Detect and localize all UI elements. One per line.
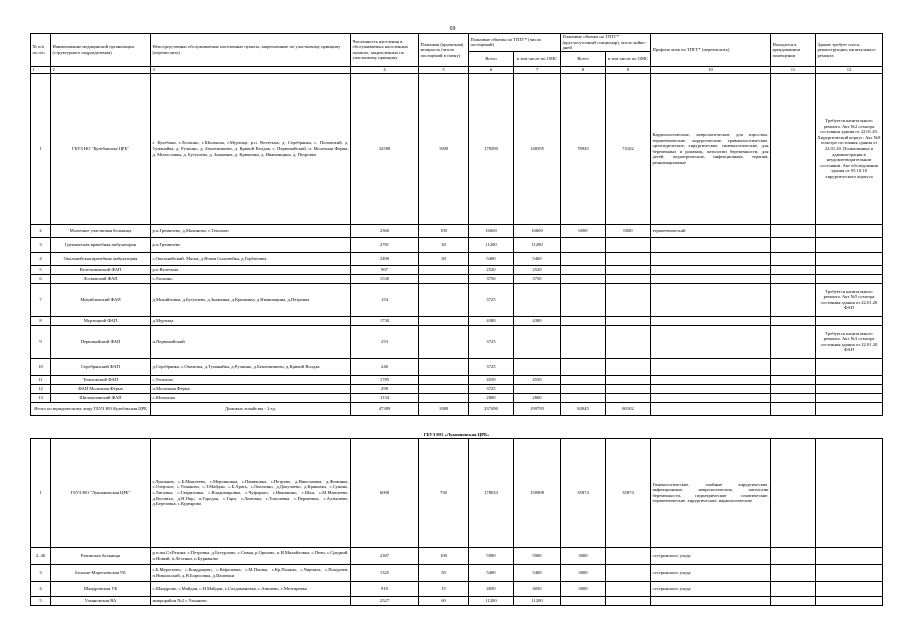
cell-repair	[816, 274, 883, 283]
cell-org: Велетьминский ФАП	[51, 265, 151, 274]
cell-org: Мурзицкий ФАП	[51, 316, 151, 325]
cell-beddays-oms	[606, 283, 651, 316]
cell-capacity: 30	[419, 252, 469, 265]
cell-beddays-total: 3000	[561, 564, 606, 581]
cell-repair: Требуется капитального ремонта. Акт №3 осмотра состояния здания от 22.01.20 ФАП	[816, 325, 883, 358]
cell-places: с.Тешлово	[151, 375, 351, 384]
header-visits: Плановые объемы по ТПГГ* (число посещений)	[469, 34, 561, 52]
col-index: 11	[771, 66, 816, 73]
cell-capacity: 100	[419, 547, 469, 564]
cell-population: 298	[351, 384, 419, 393]
cell-beddays-total	[561, 375, 606, 384]
cell-rented	[771, 596, 816, 605]
cell-beddays-oms	[606, 265, 651, 274]
header-population: Численность населения в обслуживаемых населенных пунктах, закрепленных по участковому принципу	[351, 34, 419, 67]
cell-number: 2	[31, 224, 51, 237]
cell-population: 1530	[351, 274, 419, 283]
cell-beddays-total	[561, 384, 606, 393]
cell-org: Михайловский ФАП	[51, 283, 151, 316]
cell-visits-oms: 11200	[514, 237, 561, 252]
cell-rented	[771, 438, 816, 547]
cell-repair	[816, 224, 883, 237]
cell-beddays-oms	[606, 325, 651, 358]
cell-profile	[651, 393, 771, 402]
col-index: 5	[419, 66, 469, 73]
cell-beddays-total: 3000	[561, 547, 606, 564]
cell-visits-oms: 5400	[514, 252, 561, 265]
cell-visits-oms: 4050	[514, 581, 561, 596]
cell-rented	[771, 265, 816, 274]
col-index: 8	[561, 66, 606, 73]
cell-rented	[771, 384, 816, 393]
total-name: Итого по юридическому лицу ГБУЗ НО Кулебакская ЦРБ	[31, 402, 151, 415]
cell-capacity	[419, 384, 469, 393]
cell-visits-total: 16600	[469, 224, 514, 237]
cell-beddays-total	[561, 325, 606, 358]
cell-rented	[771, 274, 816, 283]
cell-beddays-total	[561, 252, 606, 265]
cell-repair	[816, 316, 883, 325]
section-title: ГБУЗ НО «Лукояновская ЦРБ»	[31, 415, 883, 438]
table-row	[31, 224, 883, 237]
cell-beddays-oms	[606, 237, 651, 252]
table-row	[31, 393, 883, 402]
cell-repair: Требуется капитального ремонта. Акт №5 осмотра состояния здания от 22.01.20 ФАП	[816, 283, 883, 316]
cell-rented	[771, 73, 816, 224]
cell-visits-total: 3750	[469, 274, 514, 283]
cell-population: 2490	[351, 252, 419, 265]
total-places: Домовых хозяйства - 2 ед.	[151, 402, 351, 415]
cell-visits-oms	[514, 358, 561, 375]
cell-capacity	[419, 316, 469, 325]
cell-repair	[816, 547, 883, 564]
cell-beddays-total	[561, 316, 606, 325]
header-profile: Профиль коек по ТПГГ* (перечислить)	[651, 34, 771, 67]
cell-rented	[771, 252, 816, 265]
cell-repair	[816, 393, 883, 402]
cell-org: ФАП Молочная Ферма	[51, 384, 151, 393]
cell-beddays-oms: 35874	[606, 438, 651, 547]
cell-visits-total: 5400	[469, 252, 514, 265]
cell-visits-total: 3725	[469, 283, 514, 316]
cell-visits-oms: 16600	[514, 224, 561, 237]
cell-rented	[771, 325, 816, 358]
table-row	[31, 358, 883, 375]
cell-rented	[771, 564, 816, 581]
cell-capacity	[419, 393, 469, 402]
table-row	[31, 265, 883, 274]
cell-population: 2527	[351, 596, 419, 605]
header-number: № п/п по п/п	[31, 34, 51, 67]
cell-places: п.Первомайский	[151, 325, 351, 358]
cell-number: 1	[31, 73, 51, 224]
cell-profile: сестринского ухода	[651, 547, 771, 564]
cell-profile	[651, 358, 771, 375]
cell-org: Молочное участковая больница	[51, 224, 151, 237]
table-row	[31, 274, 883, 283]
cell-beddays-oms	[606, 358, 651, 375]
cell-population: 2360	[351, 224, 419, 237]
cell-places: р.п.им.Ст.Разина, с.Петровка, д.Бутурлово, с.Сивая, р.Оршово, п.И.Михайловка, с.Печи, с.Средний, п.Новый, п.Лесенки, п.Бурнаково	[151, 547, 351, 564]
cell-beddays-total	[561, 283, 606, 316]
cell-org: ГБУЗ НО "Кулебакская ЦРБ"	[51, 73, 151, 224]
cell-number: 11	[31, 375, 51, 384]
cell-visits-total: 11200	[469, 237, 514, 252]
cell-visits-total: 5900	[469, 547, 514, 564]
total-beddays: 84945	[561, 402, 606, 415]
cell-places: с.Шандрово, с.Майдан, с.Н.Майдан, с.Салдамановка, с.Атяшево, с.Мезгиревка	[151, 581, 351, 596]
cell-repair	[816, 252, 883, 265]
cell-population: 967	[351, 265, 419, 274]
cell-places: р.п.Гремячево	[151, 237, 351, 252]
table-row	[31, 564, 883, 581]
col-index: 9	[606, 66, 651, 73]
cell-repair	[816, 438, 883, 547]
cell-profile: сестринского ухода	[651, 564, 771, 581]
cell-beddays-total	[561, 265, 606, 274]
cell-visits-total: 2520	[469, 265, 514, 274]
cell-beddays-oms	[606, 316, 651, 325]
table-row	[31, 438, 883, 547]
cell-profile	[651, 384, 771, 393]
cell-places: п.Молочная Ферма	[151, 384, 351, 393]
cell-profile	[651, 316, 771, 325]
cell-profile	[651, 375, 771, 384]
sub-total-visits: Всего	[469, 51, 514, 66]
col-index: 3	[151, 66, 351, 73]
cell-org: Больше-Маресьевская УБ	[51, 564, 151, 581]
cell-beddays-oms	[606, 274, 651, 283]
cell-org: Ульяновская ВА	[51, 596, 151, 605]
facilities-table	[30, 33, 883, 606]
table-row	[31, 316, 883, 325]
cell-org: Разинская больница	[51, 547, 151, 564]
sub-total-beddays: Всего	[561, 51, 606, 66]
cell-number: 7	[31, 283, 51, 316]
cell-beddays-total	[561, 237, 606, 252]
cell-beddays-total	[561, 274, 606, 283]
cell-number: 6	[31, 274, 51, 283]
cell-rented	[771, 581, 816, 596]
cell-beddays-oms	[606, 393, 651, 402]
cell-capacity: 750	[419, 438, 469, 547]
total-capacity: 1080	[419, 402, 469, 415]
cell-capacity	[419, 274, 469, 283]
cell-repair	[816, 358, 883, 375]
table-row	[31, 581, 883, 596]
cell-population: 1134	[351, 393, 419, 402]
cell-org: Гремяческая врачебная амбулатория	[51, 237, 151, 252]
cell-places: с.Окольнейский, Маска, д.Новая Силомейка, д.Горбатовка	[151, 252, 351, 265]
cell-beddays-oms	[606, 564, 651, 581]
cell-capacity: 1000	[419, 73, 469, 224]
cell-org: Тешловский ФАП	[51, 375, 151, 384]
total-empty	[816, 402, 883, 415]
cell-places: микрорайон №2 с.Ульяново	[151, 596, 351, 605]
cell-rented	[771, 358, 816, 375]
total-empty	[771, 402, 816, 415]
cell-places: с.Шилокша	[151, 393, 351, 402]
cell-beddays-total: 35874	[561, 438, 606, 547]
cell-number: 4	[31, 581, 51, 596]
col-index: 2	[51, 66, 151, 73]
cell-number: 5	[31, 596, 51, 605]
cell-visits-total: 4050	[469, 581, 514, 596]
cell-number: 9	[31, 325, 51, 358]
cell-repair	[816, 375, 883, 384]
cell-profile	[651, 274, 771, 283]
cell-visits-oms: 2520	[514, 265, 561, 274]
total-row	[31, 402, 883, 415]
cell-number: 12	[31, 384, 51, 393]
cell-capacity	[419, 265, 469, 274]
cell-repair: Требуется капитального ремонта. Акт №2 осмотра состояния здания от 22.01.20. Хирургический корпус: Акт №8 осмотра состояния здания от 22.01.20. Поликлиника и администрация в неудовлетворительном состоянии. Акт обследования здания от 05.10.18 хирургического корпуса	[816, 73, 883, 224]
cell-profile: сестринского ухода	[651, 581, 771, 596]
cell-capacity: 15	[419, 581, 469, 596]
cell-visits-oms: 5900	[514, 547, 561, 564]
cell-visits-oms: 5400	[514, 564, 561, 581]
cell-repair	[816, 581, 883, 596]
cell-repair	[816, 596, 883, 605]
cell-beddays-total	[561, 358, 606, 375]
header-row	[31, 34, 883, 52]
cell-beddays-total	[561, 393, 606, 402]
table-row	[31, 237, 883, 252]
cell-org: ГБУЗ НО "Лукояновская ЦРБ"	[51, 438, 151, 547]
table-row	[31, 325, 883, 358]
cell-profile	[651, 252, 771, 265]
cell-org: Серебрянский ФАП	[51, 358, 151, 375]
cell-visits-total: 4550	[469, 375, 514, 384]
header-repair: Здание требует сноса, реконструкции, капитального ремонта	[816, 34, 883, 67]
cell-number: 13	[31, 393, 51, 402]
cell-population: 246	[351, 358, 419, 375]
cell-population: 2781	[351, 237, 419, 252]
col-index: 12	[816, 66, 883, 73]
cell-visits-oms: 3750	[514, 274, 561, 283]
cell-visits-total: 2800	[469, 393, 514, 402]
cell-places: д.Мурзица	[151, 316, 351, 325]
cell-visits-oms: 4380	[514, 316, 561, 325]
cell-beddays-oms: 6000	[606, 224, 651, 237]
cell-capacity: 60	[419, 596, 469, 605]
cell-visits-total: 178390	[469, 73, 514, 224]
cell-org: Лосковский ФАП	[51, 274, 151, 283]
cell-places: г.Лукоянов, с.Б.Мамлеево, с.Мерлиновка, с.Паниковка, с.Петрово, д.Николаевка, д.Фоминка, с.Озерское, с.Ульяново, с.Т.Майдан, с.Б.Арать, с.Лопатино, д.Докучаево, д.Кряковка, с.Сукино, с.Липовка, с.Гавриловка, с.Владимировка, с.Чуфарово, с.Ивашкино, с.Шан, с.М.Мамлеево, д.Волчиха, д.Н.Пир, п.Городок, с.Гари, с.Ломовка, с.Тополевка, с.Пермеевка, с.Алтышево, д.Березовка, с.Кудеярово	[151, 438, 351, 547]
cell-rented	[771, 237, 816, 252]
cell-population: 154	[351, 283, 419, 316]
cell-beddays-total: 78945	[561, 73, 606, 224]
cell-beddays-oms: 74102	[606, 73, 651, 224]
col-index: 10	[651, 66, 771, 73]
cell-repair	[816, 265, 883, 274]
cell-number: 2, 40	[31, 547, 51, 564]
cell-number: 1	[31, 438, 51, 547]
cell-rented	[771, 224, 816, 237]
header-rented: Находится в арендованном помещении	[771, 34, 816, 67]
total-beddays-oms: 80102	[606, 402, 651, 415]
header-beddays: Плановые объемы по ТПГГ* (круглосуточный стационар), число койко-дней	[561, 34, 651, 52]
cell-profile: терапевтический	[651, 224, 771, 237]
sub-oms-beddays: в том числе по ОМС	[606, 51, 651, 66]
cell-number: 3	[31, 564, 51, 581]
cell-profile: Гинекологические, гнойные хирургические, инфекционные, неврологические, патологии беременности, педиатрические соматические, терапевтические, хирургические, наркологические	[651, 438, 771, 547]
cell-capacity: 30	[419, 237, 469, 252]
cell-visits-oms	[514, 325, 561, 358]
cell-rented	[771, 375, 816, 384]
cell-beddays-total	[561, 596, 606, 605]
section-header-row	[31, 415, 883, 438]
cell-rented	[771, 393, 816, 402]
cell-population: 1730	[351, 316, 419, 325]
cell-profile: Кардиологические, неврологические для взрослых, терапевтические, хирургические, травматологические, ортопедические, хирургические, гинекологические, для беременных и рожениц, патологии беременности, для детей, педиатрические, инфекционные, терапия, реанимационные	[651, 73, 771, 224]
cell-rented	[771, 316, 816, 325]
cell-visits-total: 3725	[469, 325, 514, 358]
total-visits-oms: 199795	[514, 402, 561, 415]
cell-places: с.Б.Маресьево, с.Кондрацево, с.Кефаловка, с.М.Пошка, с.Кр.Поляна, с.Чирчиха, с.Покурлеи, п.Никольский, д.Н.Борисовка, д.Пашенки	[151, 564, 351, 581]
cell-repair	[816, 384, 883, 393]
cell-population: 910	[351, 581, 419, 596]
cell-population: 1785	[351, 375, 419, 384]
table-row	[31, 73, 883, 224]
cell-number: 5	[31, 265, 51, 274]
cell-visits-oms: 148395	[514, 73, 561, 224]
col-index: 1	[31, 66, 51, 73]
cell-visits-oms: 2800	[514, 393, 561, 402]
total-visits: 237490	[469, 402, 514, 415]
cell-number: 3	[31, 237, 51, 252]
cell-rented	[771, 283, 816, 316]
cell-visits-oms	[514, 283, 561, 316]
cell-profile	[651, 237, 771, 252]
cell-places: г. Кулебаки, г.Лоскино, г.Шилокша, г.Мурзица, р.п. Велетьма, д. Серебрянка, с. Поповский, д. Туманайка, д. Ручкино, д. Беклемишево, д. Кривой Волдак, с. Первомайский, п. Молочная Ферма, д. Милославка, д. Бутушево, д. Знаменка, д. Крюковка, д. Ивановщина, д. Петровка	[151, 73, 351, 224]
col-index: 7	[514, 66, 561, 73]
cell-profile	[651, 283, 771, 316]
col-index: 4	[351, 66, 419, 73]
total-empty	[651, 402, 771, 415]
cell-repair	[816, 237, 883, 252]
cell-profile	[651, 596, 771, 605]
cell-population: 6008	[351, 438, 419, 547]
cell-number: 8	[31, 316, 51, 325]
cell-capacity	[419, 358, 469, 375]
cell-visits-oms	[514, 384, 561, 393]
table-row	[31, 375, 883, 384]
cell-repair	[816, 564, 883, 581]
cell-places: с.Лоскино	[151, 274, 351, 283]
cell-capacity: 50	[419, 564, 469, 581]
cell-beddays-oms	[606, 252, 651, 265]
cell-profile	[651, 325, 771, 358]
column-index-row	[31, 66, 883, 73]
table-row	[31, 252, 883, 265]
cell-org: Шилокшанский ФАП	[51, 393, 151, 402]
cell-capacity	[419, 283, 469, 316]
col-index: 6	[469, 66, 514, 73]
cell-beddays-total: 6000	[561, 224, 606, 237]
cell-number: 4	[31, 252, 51, 265]
cell-capacity	[419, 375, 469, 384]
header-capacity: Плановая (проектная) мощность (число посещений в смену)	[419, 34, 469, 67]
cell-places: д.Михайловка, д.Бутушево, д.Знаменка, д.Крюковка, д.Ивановщина, д.Петровка	[151, 283, 351, 316]
cell-population: 32588	[351, 73, 419, 224]
cell-number: 10	[31, 358, 51, 375]
cell-population: 1325	[351, 564, 419, 581]
header-places: Непосредственно обслуживаемые населенные пункты, закрепленные по участковому принципу (перечислить)	[151, 34, 351, 67]
cell-visits-oms: 11200	[514, 596, 561, 605]
cell-beddays-oms	[606, 384, 651, 393]
cell-visits-oms: 150908	[514, 438, 561, 547]
cell-population: 253	[351, 325, 419, 358]
cell-visits-total: 3725	[469, 358, 514, 375]
cell-population: 2307	[351, 547, 419, 564]
table-row	[31, 384, 883, 393]
table-row	[31, 547, 883, 564]
cell-places: р.п.Гремячево, д.Малиново, с.Тешлово	[151, 224, 351, 237]
cell-visits-total: 178033	[469, 438, 514, 547]
cell-places: р.п.Велетьма	[151, 265, 351, 274]
cell-rented	[771, 547, 816, 564]
cell-visits-total: 4380	[469, 316, 514, 325]
cell-places: д.Серебрянка, с.Ожмелка, д.Туманайка, д.Ручкино, д.Беклемишево, д.Кривой Волдак	[151, 358, 351, 375]
cell-org: Первомайский ФАП	[51, 325, 151, 358]
cell-capacity: 100	[419, 224, 469, 237]
total-population: 47389	[351, 402, 419, 415]
cell-org: Шандровская УБ	[51, 581, 151, 596]
header-org: Наименование медицинской организации (структурного подразделения)	[51, 34, 151, 67]
cell-visits-total: 5400	[469, 564, 514, 581]
cell-visits-total: 3725	[469, 384, 514, 393]
cell-visits-total: 11200	[469, 596, 514, 605]
cell-capacity	[419, 325, 469, 358]
sub-oms-visits: в том числе по ОМС	[514, 51, 561, 66]
page-number: 69	[449, 26, 456, 32]
cell-beddays-oms	[606, 596, 651, 605]
cell-beddays-total: 3000	[561, 581, 606, 596]
cell-beddays-oms	[606, 547, 651, 564]
cell-profile	[651, 265, 771, 274]
table-row	[31, 283, 883, 316]
cell-beddays-oms	[606, 581, 651, 596]
table-row	[31, 596, 883, 605]
cell-beddays-oms	[606, 375, 651, 384]
cell-visits-oms: 4550	[514, 375, 561, 384]
cell-org: Окольнейская врачебная амбулатория	[51, 252, 151, 265]
